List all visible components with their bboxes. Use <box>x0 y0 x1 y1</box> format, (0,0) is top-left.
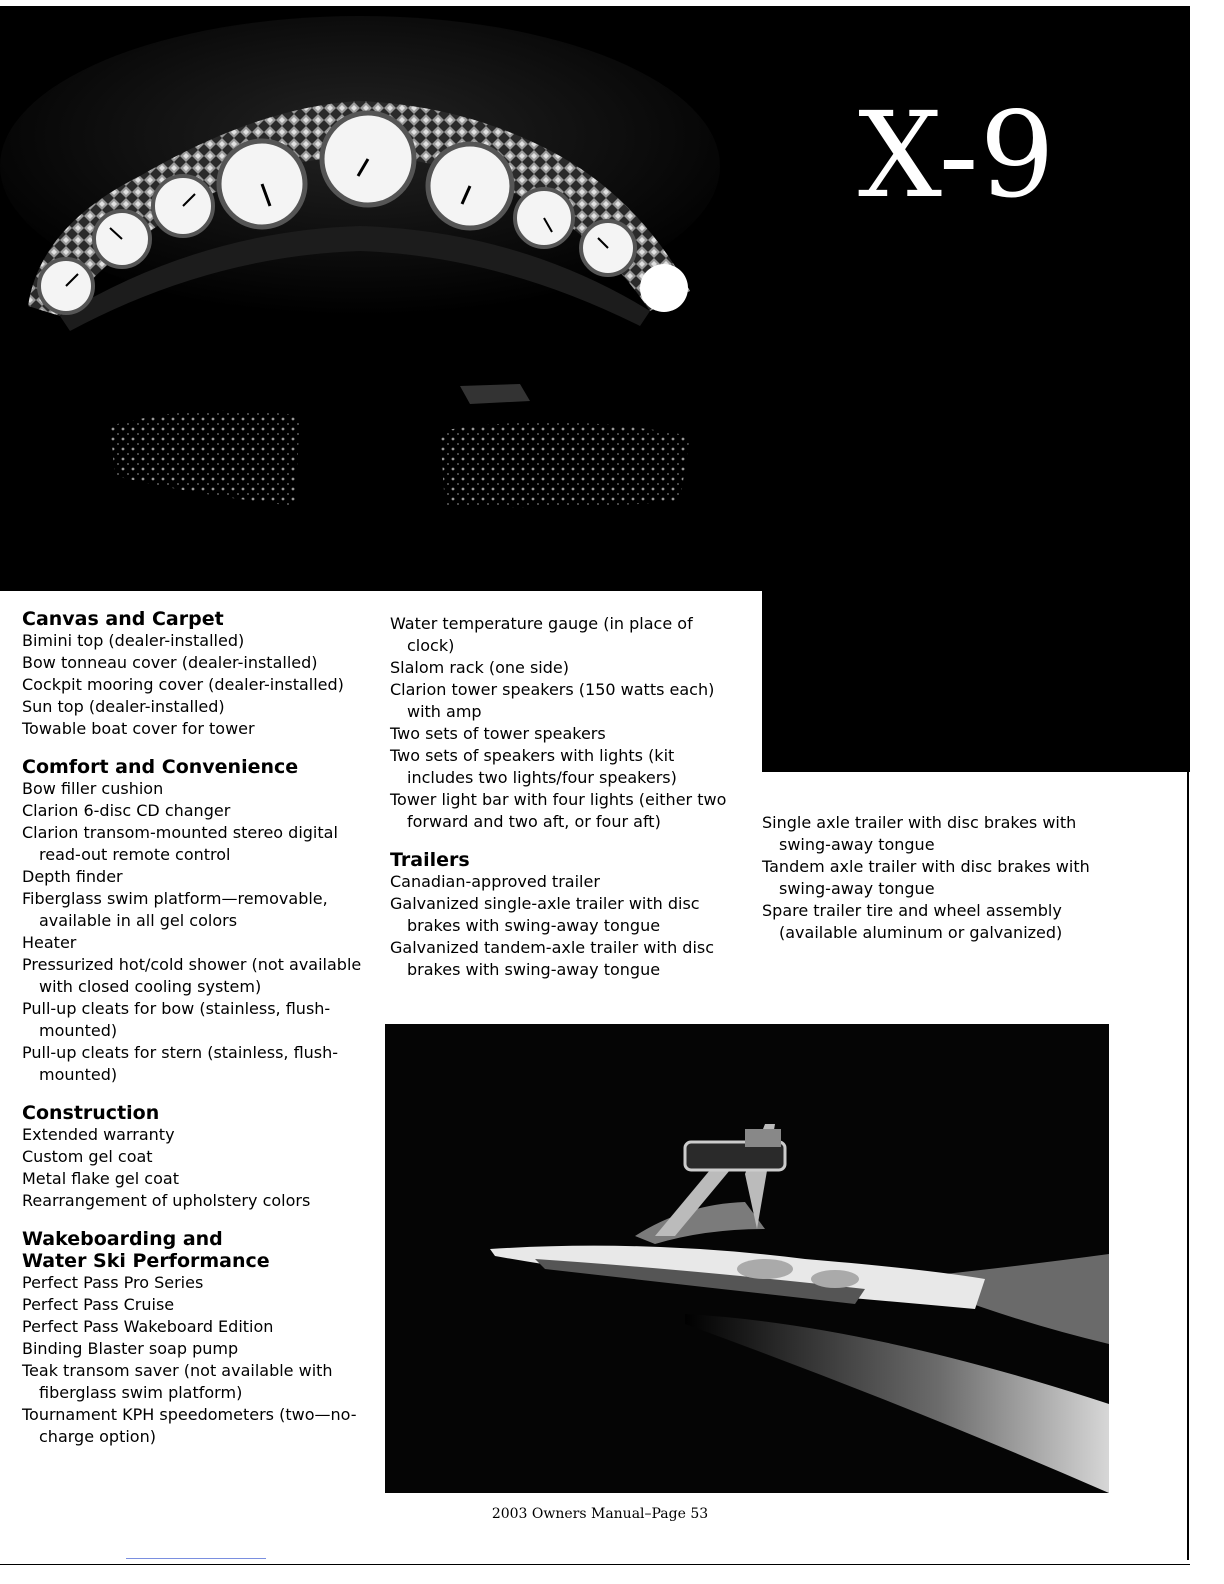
list-item: Towable boat cover for tower <box>22 719 255 738</box>
section-heading-line2: Water Ski Performance <box>22 1250 270 1272</box>
list-item: Clarion tower speakers (150 watts each) with amp <box>390 680 715 721</box>
bottom-link-underline <box>126 1558 266 1559</box>
list-item: Teak transom saver (not available with fiberglass swim platform) <box>22 1361 333 1402</box>
section-comfort-convenience <box>22 756 368 1086</box>
list-item: Bow tonneau cover (dealer-installed) <box>22 653 318 672</box>
list-item: Galvanized single-axle trailer with disc brakes with swing-away tongue <box>390 894 700 935</box>
hero-black-panel <box>762 590 1190 772</box>
list-item: Perfect Pass Wakeboard Edition <box>22 1317 274 1336</box>
bottom-rule <box>0 1564 1190 1565</box>
list-item: Slalom rack (one side) <box>390 658 569 677</box>
list-item: Pressurized hot/cold shower (not available with closed cooling system) <box>22 955 362 996</box>
list-item: Cockpit mooring cover (dealer-installed) <box>22 675 344 694</box>
list-item: Pull-up cleats for bow (stainless, flush-mounted) <box>22 999 331 1040</box>
boat-illustration <box>385 1024 1109 1493</box>
list-item: Tournament KPH speedometers (two—no-charge option) <box>22 1405 357 1446</box>
list-item: Water temperature gauge (in place of clock) <box>390 614 693 655</box>
list-item: Clarion transom-mounted stereo digital read-out remote control <box>22 823 338 864</box>
section-wakeboarding <box>22 1228 368 1448</box>
model-title: X-9 <box>858 86 1056 224</box>
page-footer: 2003 Owners Manual–Page 53 <box>491 1506 709 1522</box>
section-heading: Canvas and Carpet <box>22 608 224 630</box>
list-item: Tower light bar with four lights (either two forward and two aft, or four aft) <box>390 790 727 831</box>
section-heading: Trailers <box>390 849 470 871</box>
list-item: Galvanized tandem-axle trailer with disc brakes with swing-away tongue <box>390 938 715 979</box>
list-item: Tandem axle trailer with disc brakes with swing-away tongue <box>762 857 1090 898</box>
list-item: Canadian-approved trailer <box>390 872 600 891</box>
column-middle <box>390 613 742 997</box>
list-item: Fiberglass swim platform—removable, available in all gel colors <box>22 889 328 930</box>
list-item: Pull-up cleats for stern (stainless, flush-mounted) <box>22 1043 339 1084</box>
list-item: Bow filler cushion <box>22 779 164 798</box>
dashboard-photo <box>0 6 1190 591</box>
list-item: Clarion 6-disc CD changer <box>22 801 231 820</box>
list-item: Depth finder <box>22 867 123 886</box>
column-right <box>762 812 1107 944</box>
list-item: Extended warranty <box>22 1125 175 1144</box>
section-construction <box>22 1102 368 1212</box>
list-item: Metal flake gel coat <box>22 1169 179 1188</box>
list-item: Two sets of speakers with lights (kit includes two lights/four speakers) <box>390 746 677 787</box>
list-item: Sun top (dealer-installed) <box>22 697 225 716</box>
list-item: Binding Blaster soap pump <box>22 1339 239 1358</box>
list-item: Rearrangement of upholstery colors <box>22 1191 311 1210</box>
list-item: Custom gel coat <box>22 1147 153 1166</box>
list-item: Single axle trailer with disc brakes with swing-away tongue <box>762 813 1077 854</box>
right-rule <box>1187 770 1189 1560</box>
section-comfort-continued <box>390 613 742 833</box>
list-item: Heater <box>22 933 77 952</box>
section-heading-line1: Wakeboarding and <box>22 1228 223 1250</box>
list-item: Two sets of tower speakers <box>390 724 606 743</box>
column-left <box>22 608 368 1464</box>
list-item: Perfect Pass Pro Series <box>22 1273 204 1292</box>
list-item: Perfect Pass Cruise <box>22 1295 175 1314</box>
section-trailers <box>390 849 742 981</box>
section-heading: Comfort and Convenience <box>22 756 299 778</box>
section-canvas-carpet <box>22 608 368 740</box>
list-item: Bimini top (dealer-installed) <box>22 631 245 650</box>
boat-photo <box>385 1024 1109 1493</box>
section-heading: Construction <box>22 1102 160 1124</box>
list-item: Spare trailer tire and wheel assembly (available aluminum or galvanized) <box>762 901 1063 942</box>
section-trailers-continued <box>762 812 1107 944</box>
